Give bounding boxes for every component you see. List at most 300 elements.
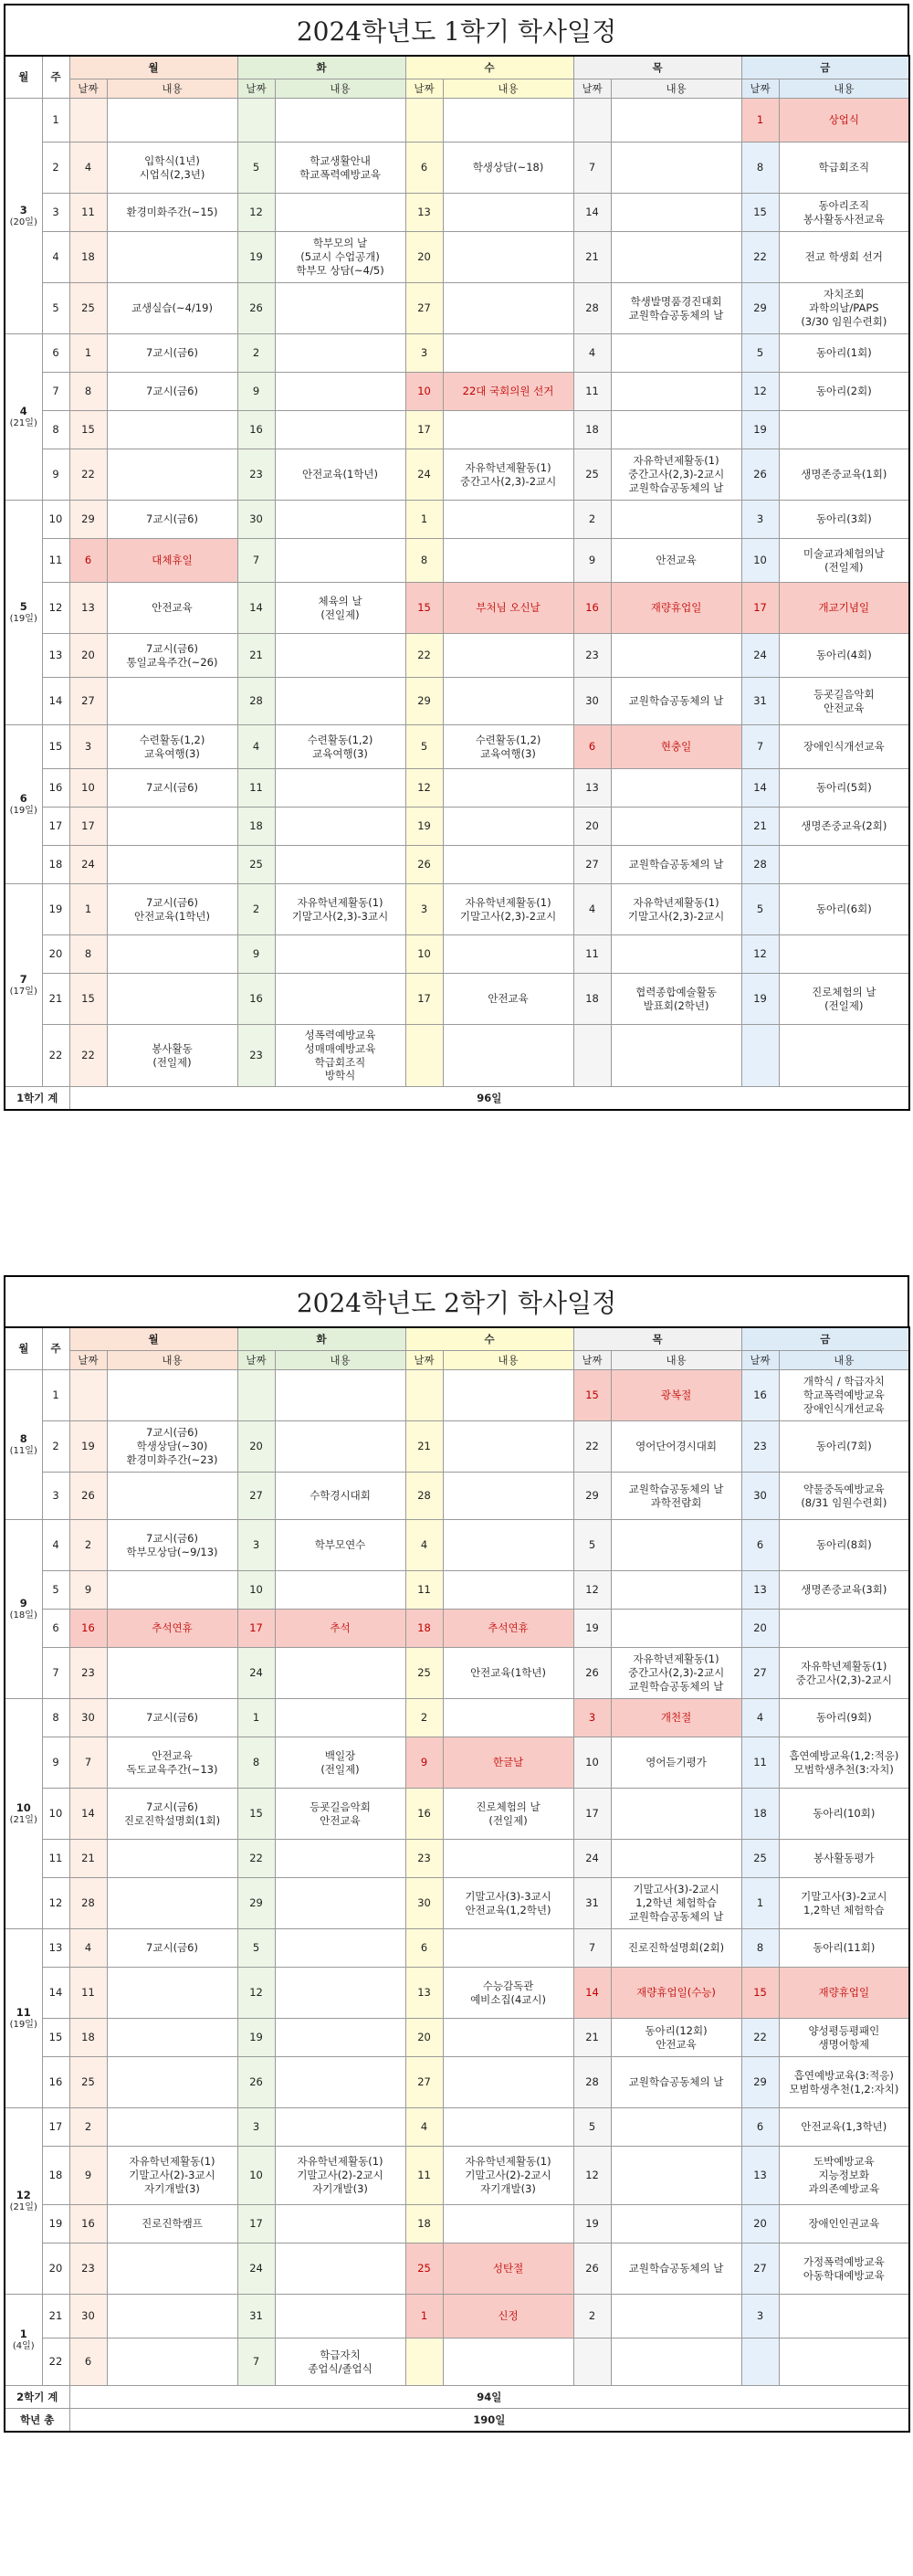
header-day: 화 <box>237 56 405 79</box>
event-cell <box>779 846 909 884</box>
week-row <box>5 1421 909 1473</box>
date-cell: 1 <box>405 501 443 539</box>
event-cell <box>611 2147 741 2205</box>
year-total-label: 학년 총 <box>5 2409 69 2433</box>
week-number: 21 <box>42 974 69 1025</box>
event-cell <box>107 974 237 1025</box>
week-number: 15 <box>42 2019 69 2057</box>
date-cell: 30 <box>405 1878 443 1929</box>
week-row <box>5 2019 909 2057</box>
event-cell: 7교시(금6) <box>107 373 237 411</box>
date-cell: 10 <box>741 539 779 583</box>
event-cell <box>107 1878 237 1929</box>
event-cell <box>443 99 573 143</box>
date-cell: 20 <box>741 2205 779 2243</box>
date-cell: 16 <box>69 1610 107 1648</box>
event-cell: 영어듣기평가 <box>611 1737 741 1789</box>
date-cell: 17 <box>573 1789 611 1840</box>
week-number: 5 <box>42 283 69 334</box>
date-cell: 7 <box>573 1929 611 1968</box>
month-number: 3 <box>19 203 27 216</box>
total-value: 94일 <box>69 2386 909 2409</box>
header-content: 내용 <box>611 1351 741 1370</box>
header-row-days <box>5 56 909 79</box>
date-cell: 15 <box>741 194 779 232</box>
week-row <box>5 1473 909 1520</box>
date-cell: 28 <box>573 283 611 334</box>
date-cell: 23 <box>405 1840 443 1878</box>
month-cell <box>5 2108 42 2295</box>
week-number: 11 <box>42 539 69 583</box>
week-number: 1 <box>42 1370 69 1421</box>
date-cell: 2 <box>69 2108 107 2147</box>
date-cell: 8 <box>741 143 779 194</box>
week-row <box>5 808 909 846</box>
month-number: 9 <box>19 1596 27 1610</box>
event-cell: 추석연휴 <box>443 1610 573 1648</box>
date-cell: 21 <box>573 232 611 283</box>
event-cell: 봉사활동평가 <box>779 1840 909 1878</box>
event-cell: 장애인식개선교육 <box>779 725 909 769</box>
event-cell: 등굣길음악회 안전교육 <box>779 678 909 725</box>
event-cell: 체육의 날 (전일제) <box>275 583 405 634</box>
month-cell <box>5 1520 42 1699</box>
date-cell: 19 <box>741 974 779 1025</box>
date-cell: 6 <box>405 143 443 194</box>
date-cell: 4 <box>405 1520 443 1571</box>
date-cell: 8 <box>237 1737 275 1789</box>
event-cell: 동아리(8회) <box>779 1520 909 1571</box>
date-cell: 22 <box>741 2019 779 2057</box>
date-cell: 11 <box>573 935 611 974</box>
date-cell <box>237 1370 275 1421</box>
date-cell: 29 <box>405 678 443 725</box>
event-cell <box>107 1473 237 1520</box>
date-cell: 27 <box>69 678 107 725</box>
date-cell <box>69 1370 107 1421</box>
event-cell: 미술교과체험의날 (전일제) <box>779 539 909 583</box>
week-number: 8 <box>42 1699 69 1737</box>
date-cell: 14 <box>573 1968 611 2019</box>
event-cell <box>611 232 741 283</box>
month-cell <box>5 1929 42 2108</box>
date-cell: 13 <box>69 583 107 634</box>
date-cell: 23 <box>69 1648 107 1699</box>
week-row <box>5 1025 909 1087</box>
date-cell: 28 <box>69 1878 107 1929</box>
total-label: 1학기 계 <box>5 1087 69 1111</box>
event-cell <box>107 2057 237 2108</box>
week-row <box>5 2147 909 2205</box>
date-cell: 8 <box>741 1929 779 1968</box>
date-cell: 12 <box>741 935 779 974</box>
event-cell: 학생상담(~18) <box>443 143 573 194</box>
event-cell: 성폭력예방교육 성매매예방교육 학급회조직 방학식 <box>275 1025 405 1087</box>
date-cell <box>405 99 443 143</box>
event-cell: 동아리(12회) 안전교육 <box>611 2019 741 2057</box>
header-day: 목 <box>573 1327 741 1351</box>
week-row <box>5 1699 909 1737</box>
event-cell <box>611 634 741 678</box>
week-number: 5 <box>42 1571 69 1610</box>
date-cell: 27 <box>237 1473 275 1520</box>
date-cell: 2 <box>573 501 611 539</box>
week-number: 2 <box>42 143 69 194</box>
date-cell: 26 <box>573 1648 611 1699</box>
week-number: 21 <box>42 2295 69 2338</box>
date-cell: 19 <box>741 411 779 449</box>
year-total-row <box>5 2409 909 2433</box>
event-cell <box>275 769 405 808</box>
week-number: 7 <box>42 1648 69 1699</box>
event-cell: 부처님 오신날 <box>443 583 573 634</box>
event-cell <box>779 2295 909 2338</box>
header-day: 화 <box>237 1327 405 1351</box>
event-cell <box>443 1370 573 1421</box>
date-cell: 27 <box>405 2057 443 2108</box>
event-cell <box>443 678 573 725</box>
week-number: 18 <box>42 846 69 884</box>
date-cell: 15 <box>69 411 107 449</box>
event-cell <box>443 411 573 449</box>
date-cell: 9 <box>69 1571 107 1610</box>
event-cell: 현충일 <box>611 725 741 769</box>
date-cell <box>69 99 107 143</box>
event-cell: 학부모의 날 (5교시 수업공개) 학부모 상담(~4/5) <box>275 232 405 283</box>
event-cell <box>443 194 573 232</box>
event-cell <box>275 846 405 884</box>
header-day: 월 <box>69 56 237 79</box>
event-cell: 생명존중교육(3회) <box>779 1571 909 1610</box>
event-cell: 대체휴일 <box>107 539 237 583</box>
event-cell: 입학식(1년) 시업식(2,3년) <box>107 143 237 194</box>
date-cell: 17 <box>237 2205 275 2243</box>
date-cell: 28 <box>237 678 275 725</box>
event-cell <box>443 539 573 583</box>
event-cell <box>275 2295 405 2338</box>
header-content: 내용 <box>779 79 909 99</box>
event-cell <box>275 1840 405 1878</box>
event-cell <box>275 935 405 974</box>
date-cell: 15 <box>405 583 443 634</box>
date-cell: 17 <box>405 411 443 449</box>
date-cell: 16 <box>237 411 275 449</box>
month-cell <box>5 2295 42 2386</box>
total-row <box>5 1087 909 1111</box>
date-cell: 18 <box>237 808 275 846</box>
date-cell: 2 <box>237 884 275 935</box>
event-cell <box>275 808 405 846</box>
month-cell <box>5 725 42 884</box>
date-cell: 10 <box>573 1737 611 1789</box>
date-cell: 5 <box>237 1929 275 1968</box>
event-cell <box>443 1929 573 1968</box>
event-cell <box>611 143 741 194</box>
event-cell: 상업식 <box>779 99 909 143</box>
date-cell: 11 <box>237 769 275 808</box>
date-cell: 21 <box>69 1840 107 1878</box>
date-cell: 5 <box>237 143 275 194</box>
event-cell <box>611 1025 741 1087</box>
event-cell: 7교시(금6) 안전교육(1학년) <box>107 884 237 935</box>
event-cell: 교원학습공동체의 날 <box>611 2243 741 2295</box>
header-week: 주 <box>42 56 69 99</box>
date-cell: 7 <box>741 725 779 769</box>
event-cell: 교원학습공동체의 날 <box>611 846 741 884</box>
event-cell <box>443 935 573 974</box>
event-cell <box>443 232 573 283</box>
week-number: 9 <box>42 1737 69 1789</box>
event-cell: 재량휴업일 <box>779 1968 909 2019</box>
month-number: 8 <box>19 1431 27 1445</box>
week-row <box>5 678 909 725</box>
month-number: 12 <box>16 2188 31 2201</box>
month-days: (20일) <box>9 217 37 228</box>
event-cell: 영어단어경시대회 <box>611 1421 741 1473</box>
week-row <box>5 194 909 232</box>
date-cell: 2 <box>237 334 275 373</box>
date-cell: 6 <box>69 2338 107 2386</box>
date-cell: 11 <box>405 2147 443 2205</box>
date-cell: 15 <box>69 974 107 1025</box>
month-days: (4일) <box>12 2341 35 2352</box>
date-cell: 27 <box>741 1648 779 1699</box>
event-cell <box>443 1421 573 1473</box>
date-cell: 5 <box>573 2108 611 2147</box>
event-cell: 자유학년제활동(1) 중간고사(2,3)-2교시 교원학습공동체의 날 <box>611 1648 741 1699</box>
event-cell: 협력종합예술활동 발표회(2학년) <box>611 974 741 1025</box>
event-cell <box>107 678 237 725</box>
event-cell <box>611 2205 741 2243</box>
date-cell <box>573 2338 611 2386</box>
event-cell: 안전교육 <box>107 583 237 634</box>
event-cell: 7교시(금6) 학생상담(~30) 환경미화주간(~23) <box>107 1421 237 1473</box>
event-cell: 동아리(1회) <box>779 334 909 373</box>
date-cell: 25 <box>405 2243 443 2295</box>
semester2-calendar <box>4 1275 909 2433</box>
event-cell <box>779 411 909 449</box>
month-days: (21일) <box>9 2202 37 2213</box>
week-row <box>5 974 909 1025</box>
date-cell: 5 <box>741 334 779 373</box>
event-cell <box>275 1929 405 1968</box>
event-cell: 교원학습공동체의 날 과학전람회 <box>611 1473 741 1520</box>
semester1-title: 2024학년도 1학기 학사일정 <box>4 4 909 55</box>
event-cell <box>611 2338 741 2386</box>
date-cell: 20 <box>741 1610 779 1648</box>
date-cell: 16 <box>237 974 275 1025</box>
event-cell: 자유학년제활동(1) 기말고사(2,3)-3교시 <box>275 884 405 935</box>
event-cell <box>443 769 573 808</box>
date-cell: 11 <box>69 194 107 232</box>
date-cell: 11 <box>741 1737 779 1789</box>
event-cell <box>779 935 909 974</box>
date-cell: 21 <box>573 2019 611 2057</box>
event-cell: 전교 학생회 선거 <box>779 232 909 283</box>
date-cell: 19 <box>573 2205 611 2243</box>
date-cell: 6 <box>741 1520 779 1571</box>
header-date: 날짜 <box>573 1351 611 1370</box>
date-cell: 11 <box>405 1571 443 1610</box>
event-cell: 학교생활안내 학교폭력예방교육 <box>275 143 405 194</box>
date-cell: 26 <box>237 2057 275 2108</box>
week-number: 16 <box>42 769 69 808</box>
event-cell: 안전교육 <box>443 974 573 1025</box>
date-cell <box>405 2338 443 2386</box>
date-cell: 24 <box>573 1840 611 1878</box>
date-cell: 16 <box>573 583 611 634</box>
date-cell: 25 <box>405 1648 443 1699</box>
event-cell: 동아리(5회) <box>779 769 909 808</box>
header-month: 월 <box>5 1327 42 1370</box>
header-content: 내용 <box>611 79 741 99</box>
event-cell: 자유학년제활동(1) 중간고사(2,3)-2교시 <box>779 1648 909 1699</box>
date-cell: 5 <box>405 725 443 769</box>
event-cell <box>275 678 405 725</box>
date-cell: 13 <box>741 1571 779 1610</box>
date-cell: 22 <box>573 1421 611 1473</box>
event-cell <box>275 1968 405 2019</box>
event-cell <box>275 501 405 539</box>
date-cell: 26 <box>237 283 275 334</box>
date-cell: 27 <box>405 283 443 334</box>
date-cell: 1 <box>237 1699 275 1737</box>
date-cell: 30 <box>741 1473 779 1520</box>
event-cell <box>275 1370 405 1421</box>
event-cell: 자유학년제활동(1) 기말고사(2,3)-2교시 <box>611 884 741 935</box>
date-cell: 18 <box>69 232 107 283</box>
header-content: 내용 <box>275 79 405 99</box>
event-cell <box>443 2108 573 2147</box>
event-cell: 수련활동(1,2) 교육여행(3) <box>275 725 405 769</box>
week-number: 20 <box>42 2243 69 2295</box>
semester2-title: 2024학년도 2학기 학사일정 <box>4 1275 909 1326</box>
event-cell: 안전교육(1학년) <box>275 449 405 501</box>
date-cell <box>405 1025 443 1087</box>
event-cell <box>275 1421 405 1473</box>
event-cell <box>275 2108 405 2147</box>
date-cell: 7 <box>237 539 275 583</box>
event-cell <box>611 99 741 143</box>
week-number: 19 <box>42 884 69 935</box>
month-cell <box>5 1699 42 1929</box>
event-cell <box>443 1699 573 1737</box>
date-cell: 6 <box>573 725 611 769</box>
date-cell: 30 <box>69 2295 107 2338</box>
event-cell: 한글날 <box>443 1737 573 1789</box>
date-cell: 17 <box>405 974 443 1025</box>
date-cell: 28 <box>405 1473 443 1520</box>
week-number: 13 <box>42 634 69 678</box>
date-cell: 21 <box>741 808 779 846</box>
event-cell: 가정폭력예방교육 아동학대예방교육 <box>779 2243 909 2295</box>
date-cell <box>405 1370 443 1421</box>
header-date: 날짜 <box>405 79 443 99</box>
date-cell: 26 <box>405 846 443 884</box>
event-cell: 자유학년제활동(1) 기말고사(2)-2교시 자기개발(3) <box>275 2147 405 2205</box>
event-cell <box>611 1520 741 1571</box>
date-cell: 11 <box>573 373 611 411</box>
event-cell <box>611 501 741 539</box>
week-number: 11 <box>42 1840 69 1878</box>
week-row <box>5 634 909 678</box>
event-cell: 안전교육 독도교육주간(~13) <box>107 1737 237 1789</box>
header-content: 내용 <box>443 79 573 99</box>
header-content: 내용 <box>443 1351 573 1370</box>
week-row <box>5 539 909 583</box>
event-cell: 개교기념일 <box>779 583 909 634</box>
date-cell: 23 <box>69 2243 107 2295</box>
date-cell: 9 <box>405 1737 443 1789</box>
date-cell: 29 <box>69 501 107 539</box>
event-cell: 진로진학캠프 <box>107 2205 237 2243</box>
year-total-value: 190일 <box>69 2409 909 2433</box>
date-cell: 9 <box>237 935 275 974</box>
event-cell: 재량휴업일(수능) <box>611 1968 741 2019</box>
event-cell <box>275 1878 405 1929</box>
week-row <box>5 2205 909 2243</box>
date-cell: 31 <box>573 1878 611 1929</box>
date-cell: 13 <box>741 2147 779 2205</box>
date-cell: 12 <box>237 194 275 232</box>
event-cell: 생명존중교육(2회) <box>779 808 909 846</box>
month-number: 10 <box>16 1800 31 1814</box>
date-cell: 22 <box>741 232 779 283</box>
date-cell: 1 <box>69 334 107 373</box>
date-cell: 1 <box>741 1878 779 1929</box>
week-number: 16 <box>42 2057 69 2108</box>
header-date: 날짜 <box>573 79 611 99</box>
date-cell: 3 <box>405 884 443 935</box>
event-cell: 22대 국회의원 선거 <box>443 373 573 411</box>
date-cell: 4 <box>405 2108 443 2147</box>
week-row <box>5 1648 909 1699</box>
date-cell: 31 <box>237 2295 275 2338</box>
event-cell <box>275 99 405 143</box>
event-cell: 장애인인권교육 <box>779 2205 909 2243</box>
event-cell: 교원학습공동체의 날 <box>611 678 741 725</box>
date-cell: 12 <box>573 2147 611 2205</box>
event-cell: 등굣길음악회 안전교육 <box>275 1789 405 1840</box>
week-number: 3 <box>42 194 69 232</box>
event-cell: 동아리(10회) <box>779 1789 909 1840</box>
month-cell <box>5 99 42 334</box>
event-cell <box>611 769 741 808</box>
event-cell <box>443 2019 573 2057</box>
event-cell: 봉사활동 (전일제) <box>107 1025 237 1087</box>
event-cell <box>443 2057 573 2108</box>
week-row <box>5 1929 909 1968</box>
event-cell <box>275 2205 405 2243</box>
event-cell <box>611 1610 741 1648</box>
date-cell: 1 <box>741 99 779 143</box>
event-cell: 진로진학설명회(2회) <box>611 1929 741 1968</box>
month-days: (17일) <box>9 987 37 998</box>
date-cell: 25 <box>741 1840 779 1878</box>
header-date: 날짜 <box>69 79 107 99</box>
event-cell <box>443 283 573 334</box>
date-cell: 18 <box>405 1610 443 1648</box>
event-cell: 학부모연수 <box>275 1520 405 1571</box>
event-cell: 자유학년제활동(1) 기말고사(2,3)-2교시 <box>443 884 573 935</box>
date-cell: 29 <box>741 283 779 334</box>
header-date: 날짜 <box>741 1351 779 1370</box>
date-cell: 26 <box>741 449 779 501</box>
week-row <box>5 1610 909 1648</box>
week-row <box>5 501 909 539</box>
event-cell <box>611 1571 741 1610</box>
week-row <box>5 373 909 411</box>
